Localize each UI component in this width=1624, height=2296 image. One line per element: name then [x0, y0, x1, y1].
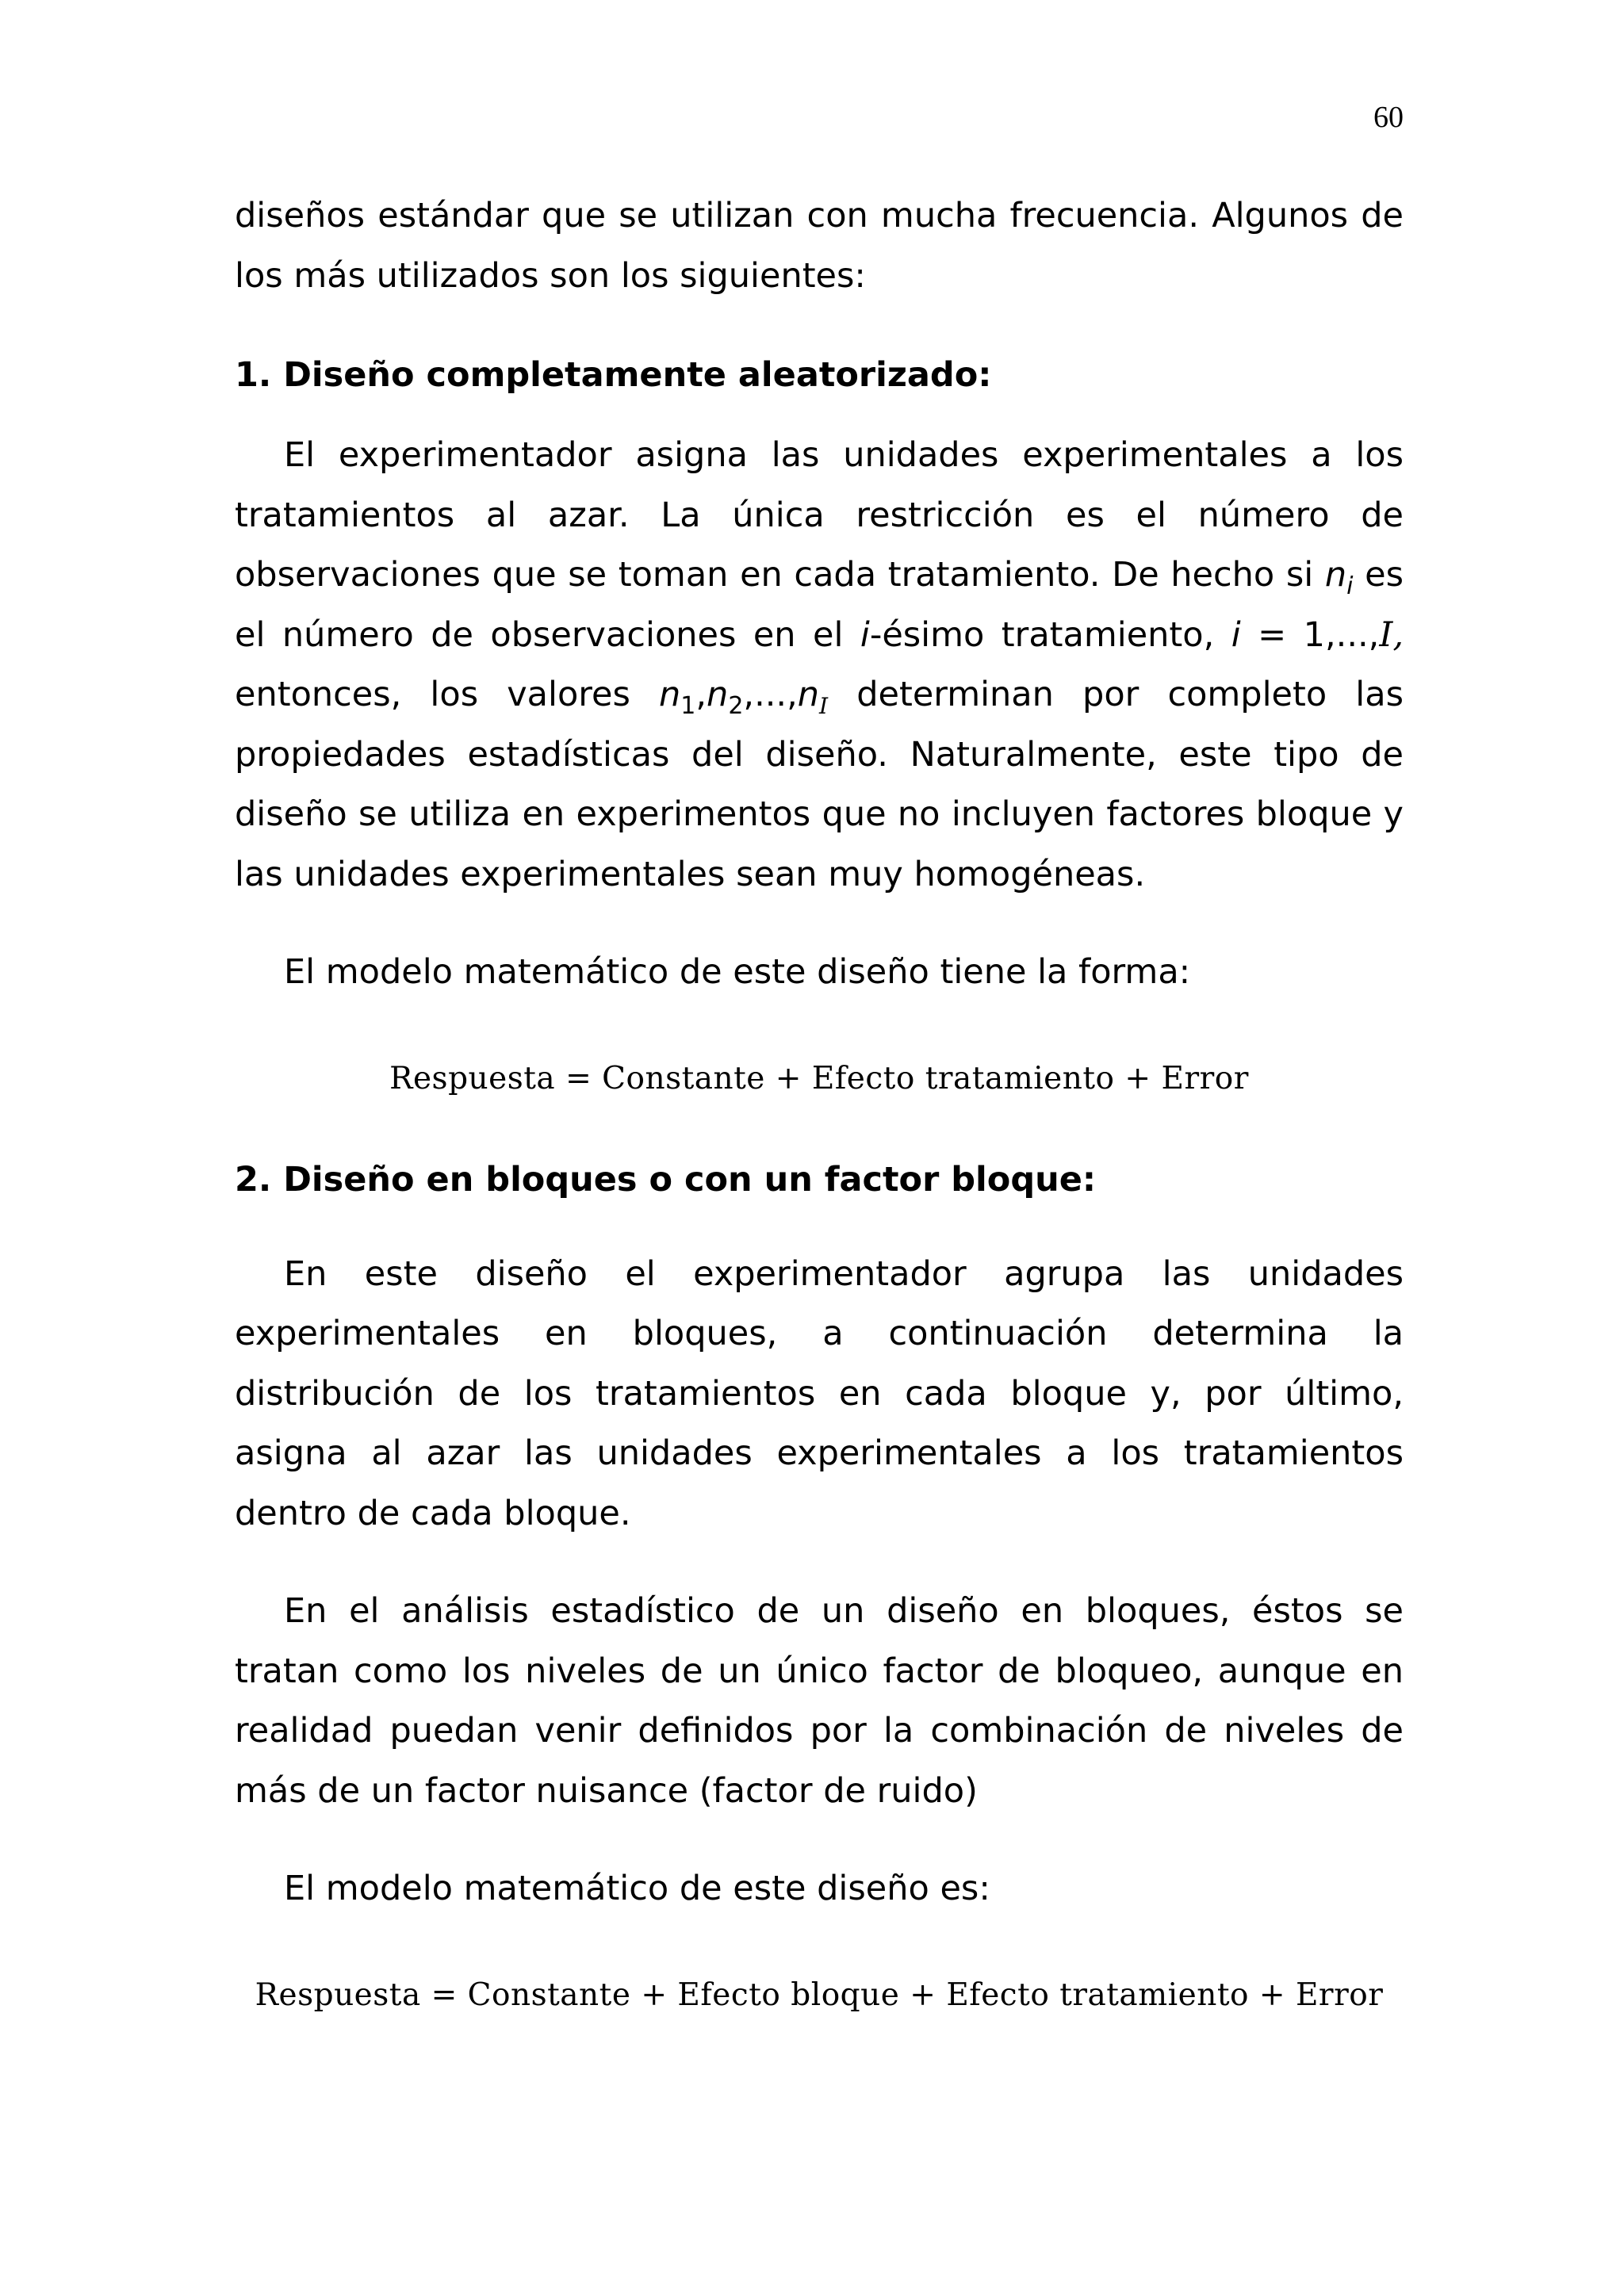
formula-1: Respuesta = Constante + Efecto tratamiento + Error — [389, 1060, 1249, 1096]
math-I: I, — [1379, 614, 1404, 655]
math-sub-2: 2 — [728, 692, 744, 720]
formula-2: Respuesta = Constante + Efecto bloque + Efecto tratamiento + Error — [255, 1976, 1384, 2013]
math-sub-i: i — [1346, 572, 1354, 600]
section-2-heading: 2. Diseño en bloques o con un factor bloque: — [235, 1159, 1097, 1200]
section-2-paragraph-2: En el análisis estadístico de un diseño en bloques, éstos se tratan como los niveles de un único factor de bloqueo, aunque en realidad puedan venir definidos por la combinación de niveles de más de un factor nuisance (factor de ruido) — [235, 1591, 1404, 1811]
math-n1: n — [659, 675, 681, 714]
section-1-paragraph-1: El experimentador asigna las unidades experimentales a los tratamientos al azar. La única restricción es el número de observaciones que se toman en cada tratamiento. De hecho si $n_i$ es el número de observaciones en el i-ésimo tratamiento, i = 1,...,I, entonces, los valores $n_1,n_2,...,n_I$ determinan por completo las propiedades estadísticas del diseño. Naturalmente, este tipo de diseño se utiliza en experimentos que no incluyen factores bloque y las unidades experimentales sean muy homogéneas. — [235, 435, 1404, 894]
intro-paragraph: diseños estándar que se utilizan con mucha frecuencia. Algunos de los más utilizados son los siguientes: — [235, 196, 1404, 296]
math-sub-I: I — [819, 693, 829, 719]
math-sub-1: 1 — [680, 692, 696, 720]
section-2-paragraph-3: El modelo matemático de este diseño es: — [284, 1869, 990, 1908]
section-2-paragraph-1: En este diseño el experimentador agrupa las unidades experimentales en bloques, a continuación determina la distribución de los tratamientos en cada bloque y, por último, asigna al azar las unidades experimentales a los tratamientos dentro de cada bloque. — [235, 1253, 1404, 1533]
math-n2: n — [707, 675, 729, 714]
math-i-2: i — [1231, 614, 1241, 655]
math-i: i — [860, 614, 870, 655]
section-1-paragraph-2: El modelo matemático de este diseño tiene la forma: — [284, 952, 1191, 992]
page-content — [235, 186, 1404, 2019]
page-number: 60 — [1373, 101, 1404, 134]
section-1-heading: 1. Diseño completamente aleatorizado: — [235, 355, 992, 395]
math-n: n — [1324, 555, 1347, 595]
math-nI: n — [797, 675, 820, 714]
